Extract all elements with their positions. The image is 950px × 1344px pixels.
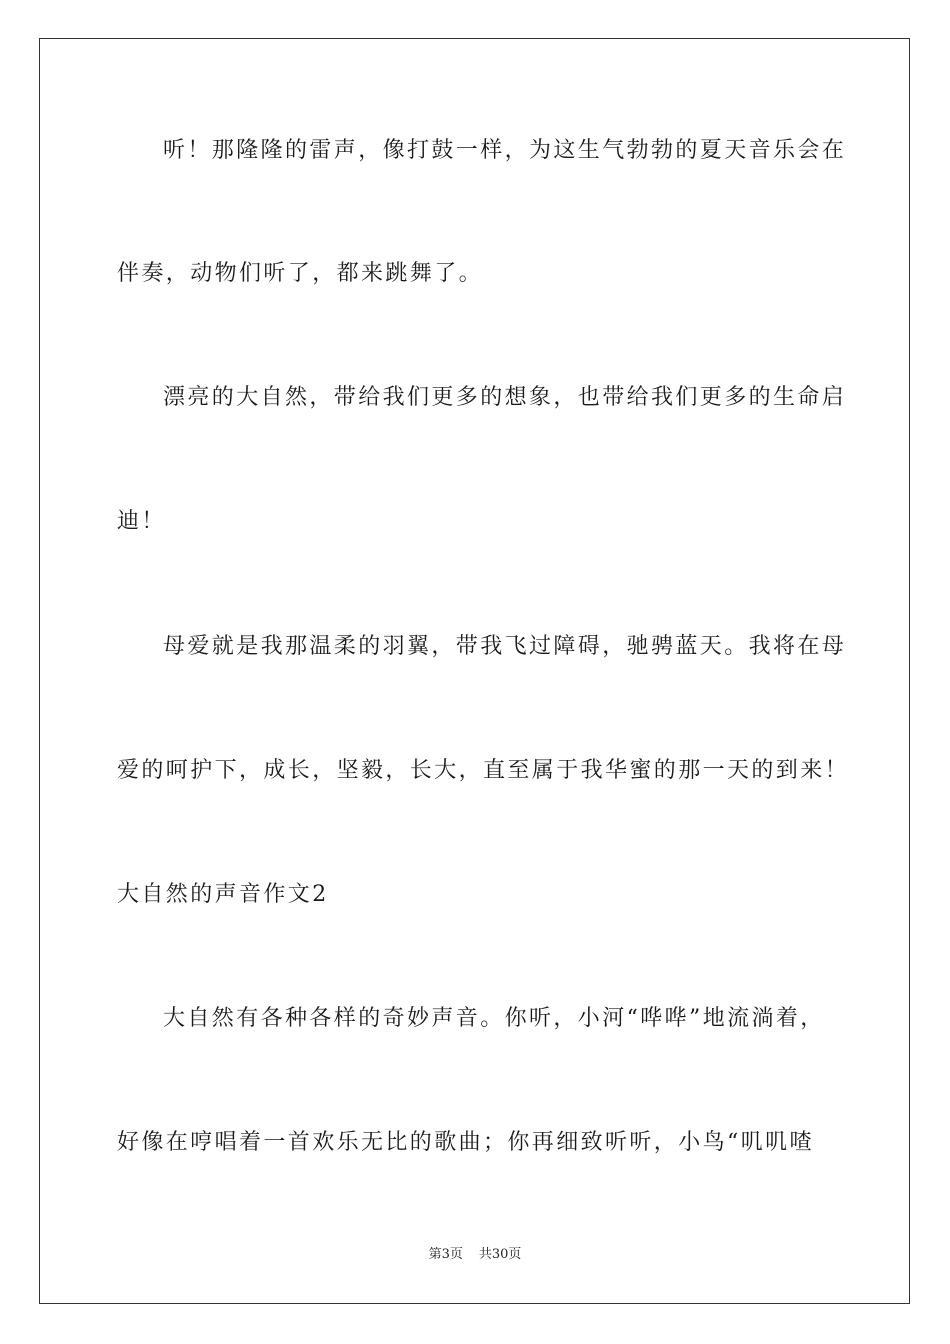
- page-border: [39, 38, 910, 1304]
- paragraph-line-6: 爱的呵护下，成长，坚毅，长大，直至属于我华蜜的那一天的到来！: [117, 758, 850, 783]
- section-heading: 大自然的声音作文2: [117, 882, 329, 907]
- page-footer: [0, 1246, 950, 1264]
- paragraph-line-5: 母爱就是我那温柔的羽翼，带我飞过障碍，驰骋蓝天。我将在母: [163, 634, 847, 659]
- paragraph-line-7: 大自然有各种各样的奇妙声音。你听，小河“哗哗”地流淌着，: [163, 1006, 825, 1031]
- paragraph-line-8: 好像在哼唱着一首欢乐无比的歌曲；你再细致听听，小鸟“叽叽喳: [117, 1130, 814, 1155]
- paragraph-line-2: 伴奏，动物们听了，都来跳舞了。: [117, 261, 484, 286]
- paragraph-line-3: 漂亮的大自然，带给我们更多的想象，也带给我们更多的生命启: [163, 385, 847, 410]
- page-total: 共30页: [478, 1247, 522, 1262]
- page-number: 第3页: [428, 1247, 463, 1262]
- paragraph-line-4: 迪！: [117, 509, 166, 534]
- paragraph-line-1: 听！那隆隆的雷声，像打鼓一样，为这生气勃勃的夏天音乐会在: [163, 138, 847, 163]
